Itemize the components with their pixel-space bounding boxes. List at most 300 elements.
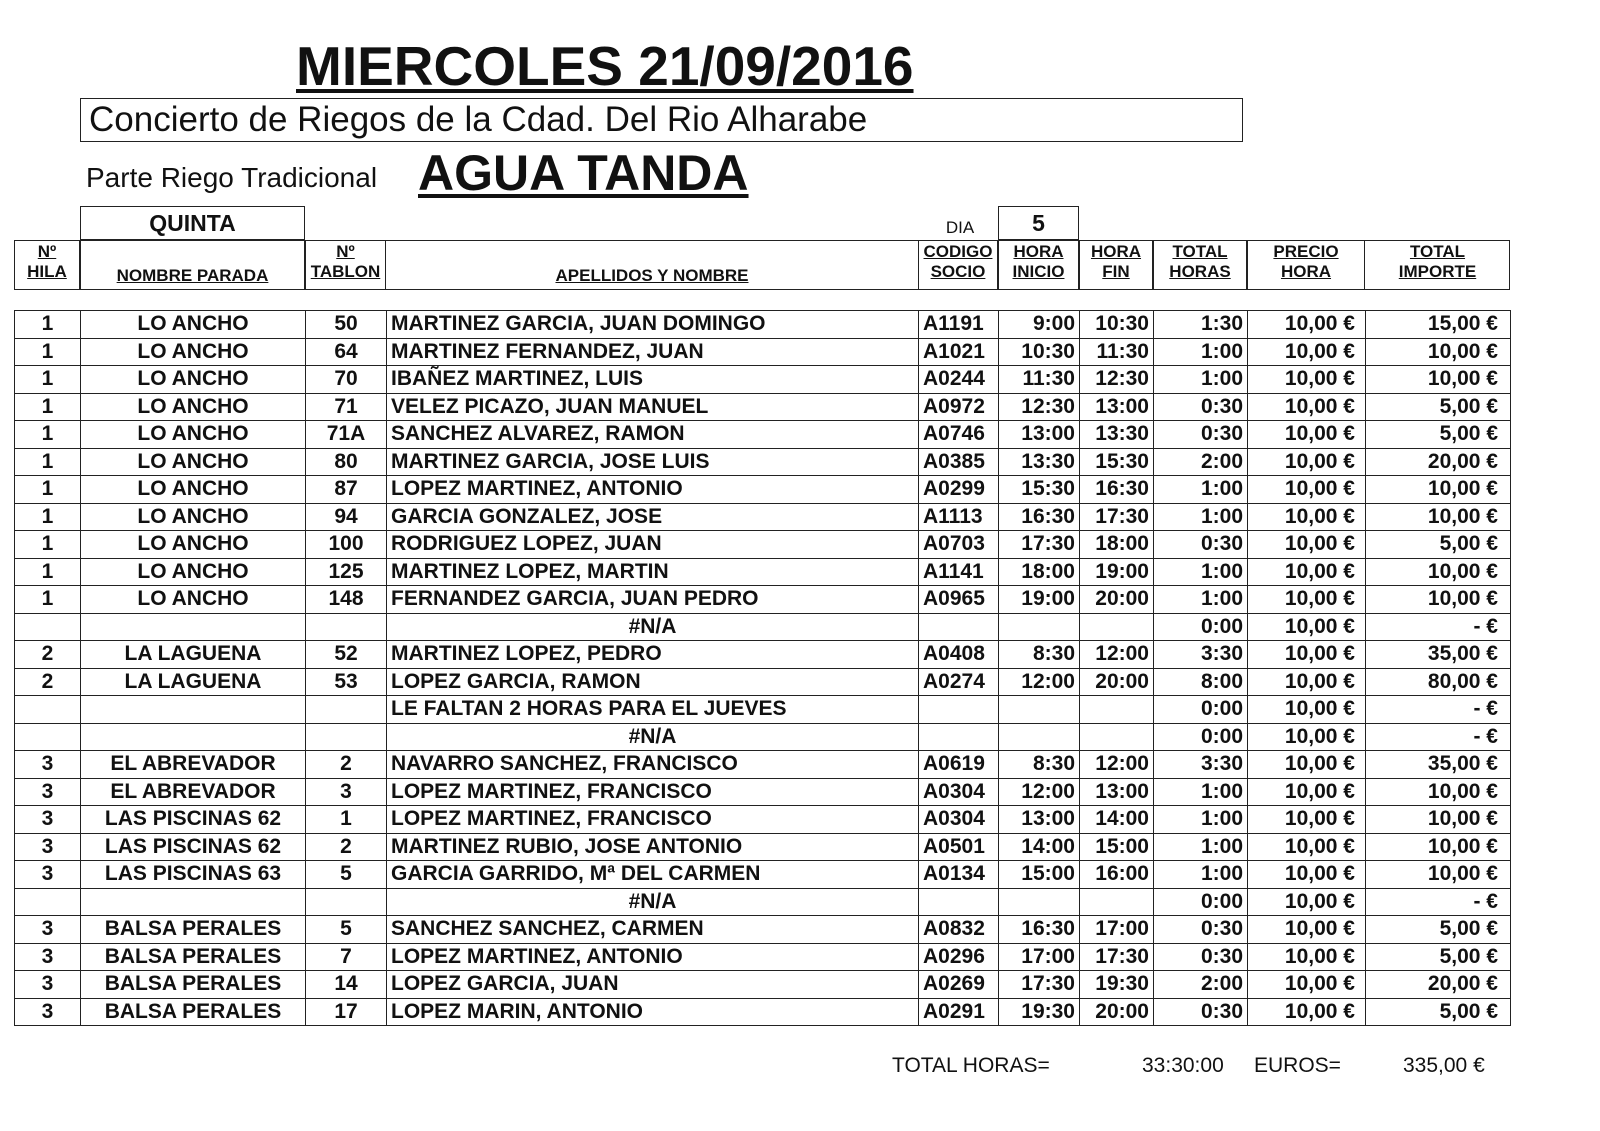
cell-hila: 3 [15, 778, 81, 806]
cell-fin: 18:00 [1080, 531, 1154, 559]
cell-nombre: GARCIA GONZALEZ, JOSE [387, 503, 919, 531]
cell-precio: 10,00 € [1248, 998, 1366, 1026]
cell-tablon: 7 [306, 943, 387, 971]
cell-nombre: SANCHEZ SANCHEZ, CARMEN [387, 916, 919, 944]
cell-nombre: FERNANDEZ GARCIA, JUAN PEDRO [387, 586, 919, 614]
cell-nombre: GARCIA GARRIDO, Mª DEL CARMEN [387, 861, 919, 889]
cell-codigo: A0269 [919, 971, 999, 999]
cell-fin: 19:00 [1080, 558, 1154, 586]
table-row [15, 311, 1511, 339]
cell-importe: - € [1366, 696, 1511, 724]
cell-precio: 10,00 € [1248, 421, 1366, 449]
cell-tablon: 2 [306, 833, 387, 861]
col-inicio-2: INICIO [1012, 262, 1065, 281]
cell-hila: 1 [15, 586, 81, 614]
cell-hila: 1 [15, 366, 81, 394]
cell-hila: 3 [15, 806, 81, 834]
cell-horas: 0:00 [1154, 613, 1248, 641]
cell-tablon: 50 [306, 311, 387, 339]
cell-hila: 3 [15, 751, 81, 779]
table-row [15, 998, 1511, 1026]
table-row [15, 338, 1511, 366]
parte-type: AGUA TANDA [418, 145, 749, 201]
cell-tablon: 87 [306, 476, 387, 504]
cell-inicio [999, 723, 1080, 751]
cell-tablon: 125 [306, 558, 387, 586]
cell-nombre: NAVARRO SANCHEZ, FRANCISCO [387, 751, 919, 779]
table-row [15, 476, 1511, 504]
cell-codigo: A0385 [919, 448, 999, 476]
col-tablon [305, 242, 386, 282]
cell-codigo: A0832 [919, 916, 999, 944]
cell-codigo: A0134 [919, 861, 999, 889]
dia-label: DIA [945, 218, 975, 237]
cell-tablon [306, 613, 387, 641]
cell-inicio: 16:30 [999, 503, 1080, 531]
cell-importe: 5,00 € [1366, 943, 1511, 971]
riego-table-body [15, 311, 1511, 1026]
cell-tablon: 1 [306, 806, 387, 834]
cell-fin: 15:30 [1080, 448, 1154, 476]
cell-tablon [306, 696, 387, 724]
cell-inicio: 17:30 [999, 971, 1080, 999]
cell-codigo: A0291 [919, 998, 999, 1026]
cell-horas: 0:30 [1154, 531, 1248, 559]
cell-importe: 35,00 € [1366, 751, 1511, 779]
cell-inicio: 18:00 [999, 558, 1080, 586]
col-codigo-1: CODIGO [923, 242, 993, 261]
cell-tablon [306, 723, 387, 751]
table-row [15, 778, 1511, 806]
cell-codigo: A1021 [919, 338, 999, 366]
col-horas-2: HORAS [1169, 262, 1231, 281]
cell-parada: EL ABREVADOR [81, 751, 306, 779]
cell-tablon: 100 [306, 531, 387, 559]
cell-importe: 10,00 € [1366, 778, 1511, 806]
cell-codigo: A1113 [919, 503, 999, 531]
table-row [15, 668, 1511, 696]
cell-parada: LO ANCHO [81, 476, 306, 504]
cell-horas: 1:30 [1154, 311, 1248, 339]
col-inicio [998, 242, 1079, 282]
cell-inicio: 10:30 [999, 338, 1080, 366]
cell-inicio: 19:30 [999, 998, 1080, 1026]
cell-hila: 3 [15, 998, 81, 1026]
cell-precio: 10,00 € [1248, 641, 1366, 669]
cell-parada: LAS PISCINAS 62 [81, 806, 306, 834]
cell-codigo: A0408 [919, 641, 999, 669]
table-row [15, 558, 1511, 586]
cell-horas: 0:00 [1154, 696, 1248, 724]
cell-inicio: 17:30 [999, 531, 1080, 559]
cell-inicio: 15:00 [999, 861, 1080, 889]
cell-fin [1080, 723, 1154, 751]
cell-hila: 3 [15, 943, 81, 971]
cell-parada: LO ANCHO [81, 421, 306, 449]
col-hila-1: Nº [37, 242, 57, 261]
col-tablon-1: Nº [336, 242, 355, 261]
cell-tablon [306, 888, 387, 916]
cell-hila [15, 613, 81, 641]
cell-tablon: 53 [306, 668, 387, 696]
cell-codigo: A1191 [919, 311, 999, 339]
cell-inicio: 16:30 [999, 916, 1080, 944]
cell-importe: 80,00 € [1366, 668, 1511, 696]
cell-horas: 1:00 [1154, 476, 1248, 504]
cell-inicio: 13:00 [999, 421, 1080, 449]
cell-horas: 1:00 [1154, 806, 1248, 834]
cell-precio: 10,00 € [1248, 723, 1366, 751]
cell-inicio: 11:30 [999, 366, 1080, 394]
cell-precio: 10,00 € [1248, 916, 1366, 944]
cell-precio: 10,00 € [1248, 833, 1366, 861]
cell-horas: 0:30 [1154, 916, 1248, 944]
col-nombre [386, 266, 918, 286]
cell-tablon: 5 [306, 916, 387, 944]
cell-fin [1080, 696, 1154, 724]
cell-horas: 0:30 [1154, 998, 1248, 1026]
cell-parada: LO ANCHO [81, 311, 306, 339]
cell-nombre: LOPEZ GARCIA, JUAN [387, 971, 919, 999]
cell-nombre: MARTINEZ LOPEZ, MARTIN [387, 558, 919, 586]
col-hila-2: HILA [27, 262, 67, 281]
cell-importe: 10,00 € [1366, 366, 1511, 394]
cell-nombre: #N/A [387, 613, 919, 641]
cell-inicio: 12:00 [999, 668, 1080, 696]
cell-fin: 14:00 [1080, 806, 1154, 834]
table-row [15, 393, 1511, 421]
cell-fin: 16:30 [1080, 476, 1154, 504]
cell-fin: 17:30 [1080, 943, 1154, 971]
cell-inicio: 19:00 [999, 586, 1080, 614]
cell-codigo [919, 696, 999, 724]
cell-precio: 10,00 € [1248, 503, 1366, 531]
cell-precio: 10,00 € [1248, 888, 1366, 916]
cell-hila: 1 [15, 448, 81, 476]
cell-fin: 12:00 [1080, 751, 1154, 779]
cell-precio: 10,00 € [1248, 586, 1366, 614]
cell-parada: LAS PISCINAS 62 [81, 833, 306, 861]
cell-parada: LO ANCHO [81, 448, 306, 476]
cell-inicio [999, 696, 1080, 724]
col-codigo-2: SOCIO [930, 262, 986, 281]
col-horas-1: TOTAL [1172, 242, 1228, 261]
col-parada [80, 266, 305, 286]
cell-parada: LA LAGUENA [81, 668, 306, 696]
cell-inicio: 15:30 [999, 476, 1080, 504]
col-horas [1153, 242, 1247, 282]
cell-horas: 1:00 [1154, 861, 1248, 889]
table-row [15, 888, 1511, 916]
total-horas-value: 33:30:00 [1142, 1054, 1224, 1077]
cell-hila: 3 [15, 861, 81, 889]
cell-codigo: A0965 [919, 586, 999, 614]
cell-hila: 1 [15, 311, 81, 339]
page-title: MIERCOLES 21/09/2016 [296, 35, 914, 97]
cell-horas: 0:30 [1154, 943, 1248, 971]
col-codigo [918, 242, 998, 282]
cell-nombre: MARTINEZ RUBIO, JOSE ANTONIO [387, 833, 919, 861]
col-fin-2: FIN [1102, 262, 1130, 281]
cell-parada: BALSA PERALES [81, 943, 306, 971]
cell-precio: 10,00 € [1248, 311, 1366, 339]
cell-parada: EL ABREVADOR [81, 778, 306, 806]
subtitle-box [80, 98, 1243, 142]
cell-importe: 35,00 € [1366, 641, 1511, 669]
cell-importe: 10,00 € [1366, 806, 1511, 834]
cell-nombre: IBAÑEZ MARTINEZ, LUIS [387, 366, 919, 394]
cell-precio: 10,00 € [1248, 751, 1366, 779]
cell-nombre: RODRIGUEZ LOPEZ, JUAN [387, 531, 919, 559]
cell-hila [15, 888, 81, 916]
cell-hila: 1 [15, 421, 81, 449]
cell-inicio: 17:00 [999, 943, 1080, 971]
cell-inicio: 9:00 [999, 311, 1080, 339]
cell-parada [81, 613, 306, 641]
cell-hila: 2 [15, 641, 81, 669]
cell-hila: 1 [15, 558, 81, 586]
col-parada-text: NOMBRE PARADA [116, 266, 269, 285]
cell-fin: 15:00 [1080, 833, 1154, 861]
cell-tablon: 5 [306, 861, 387, 889]
cell-fin: 10:30 [1080, 311, 1154, 339]
cell-codigo: A0746 [919, 421, 999, 449]
cell-inicio [999, 888, 1080, 916]
cell-importe: 10,00 € [1366, 586, 1511, 614]
col-precio-1: PRECIO [1273, 242, 1339, 261]
cell-codigo: A0501 [919, 833, 999, 861]
cell-importe: 10,00 € [1366, 338, 1511, 366]
cell-horas: 3:30 [1154, 751, 1248, 779]
cell-hila: 1 [15, 503, 81, 531]
cell-precio: 10,00 € [1248, 338, 1366, 366]
cell-importe: 5,00 € [1366, 916, 1511, 944]
cell-horas: 2:00 [1154, 971, 1248, 999]
col-importe-2: IMPORTE [1398, 262, 1477, 281]
cell-inicio [999, 613, 1080, 641]
table-row [15, 586, 1511, 614]
cell-precio: 10,00 € [1248, 558, 1366, 586]
col-nombre-text: APELLIDOS Y NOMBRE [555, 266, 749, 285]
cell-hila [15, 696, 81, 724]
quinta-label: QUINTA [149, 210, 236, 236]
cell-parada: LO ANCHO [81, 393, 306, 421]
total-horas-label: TOTAL HORAS= [892, 1054, 1050, 1077]
cell-fin: 20:00 [1080, 586, 1154, 614]
cell-importe: 10,00 € [1366, 833, 1511, 861]
cell-precio: 10,00 € [1248, 806, 1366, 834]
cell-codigo: A0296 [919, 943, 999, 971]
cell-hila: 3 [15, 833, 81, 861]
cell-importe: - € [1366, 613, 1511, 641]
table-row [15, 366, 1511, 394]
cell-importe: 10,00 € [1366, 558, 1511, 586]
cell-parada: LO ANCHO [81, 366, 306, 394]
cell-inicio: 13:30 [999, 448, 1080, 476]
cell-parada: LO ANCHO [81, 338, 306, 366]
cell-inicio: 12:00 [999, 778, 1080, 806]
cell-precio: 10,00 € [1248, 366, 1366, 394]
cell-nombre: LOPEZ MARIN, ANTONIO [387, 998, 919, 1026]
cell-horas: 0:30 [1154, 393, 1248, 421]
cell-importe: 20,00 € [1366, 448, 1511, 476]
table-row [15, 641, 1511, 669]
cell-importe: 5,00 € [1366, 531, 1511, 559]
cell-horas: 1:00 [1154, 778, 1248, 806]
cell-precio: 10,00 € [1248, 943, 1366, 971]
cell-fin: 20:00 [1080, 668, 1154, 696]
cell-fin [1080, 613, 1154, 641]
cell-horas: 3:30 [1154, 641, 1248, 669]
cell-fin [1080, 888, 1154, 916]
cell-inicio: 12:30 [999, 393, 1080, 421]
cell-codigo: A0244 [919, 366, 999, 394]
cell-fin: 20:00 [1080, 998, 1154, 1026]
cell-codigo [919, 723, 999, 751]
subtitle: Concierto de Riegos de la Cdad. Del Rio Alharabe [89, 100, 868, 139]
cell-nombre: LOPEZ MARTINEZ, ANTONIO [387, 476, 919, 504]
table-row [15, 916, 1511, 944]
cell-codigo: A0274 [919, 668, 999, 696]
cell-tablon: 52 [306, 641, 387, 669]
cell-precio: 10,00 € [1248, 448, 1366, 476]
cell-hila [15, 723, 81, 751]
cell-importe: 5,00 € [1366, 421, 1511, 449]
cell-hila: 3 [15, 971, 81, 999]
cell-fin: 19:30 [1080, 971, 1154, 999]
cell-codigo [919, 888, 999, 916]
cell-horas: 1:00 [1154, 366, 1248, 394]
cell-parada: BALSA PERALES [81, 971, 306, 999]
cell-horas: 0:30 [1154, 421, 1248, 449]
cell-tablon: 14 [306, 971, 387, 999]
cell-horas: 1:00 [1154, 503, 1248, 531]
cell-importe: 10,00 € [1366, 476, 1511, 504]
cell-horas: 2:00 [1154, 448, 1248, 476]
cell-fin: 11:30 [1080, 338, 1154, 366]
cell-horas: 1:00 [1154, 586, 1248, 614]
euros-label: EUROS= [1254, 1054, 1341, 1077]
cell-nombre: LE FALTAN 2 HORAS PARA EL JUEVES [387, 696, 919, 724]
cell-nombre: MARTINEZ GARCIA, JUAN DOMINGO [387, 311, 919, 339]
table-row [15, 943, 1511, 971]
cell-codigo: A0619 [919, 751, 999, 779]
table-row [15, 971, 1511, 999]
cell-tablon: 64 [306, 338, 387, 366]
cell-precio: 10,00 € [1248, 696, 1366, 724]
cell-parada: LO ANCHO [81, 531, 306, 559]
table-row [15, 833, 1511, 861]
cell-nombre: MARTINEZ GARCIA, JOSE LUIS [387, 448, 919, 476]
cell-fin: 13:30 [1080, 421, 1154, 449]
cell-horas: 0:00 [1154, 888, 1248, 916]
cell-hila: 1 [15, 531, 81, 559]
cell-parada: LO ANCHO [81, 503, 306, 531]
col-importe [1365, 242, 1510, 282]
cell-fin: 17:30 [1080, 503, 1154, 531]
cell-importe: 5,00 € [1366, 998, 1511, 1026]
cell-horas: 1:00 [1154, 833, 1248, 861]
col-tablon-2: TABLON [310, 262, 381, 281]
cell-nombre: SANCHEZ ALVAREZ, RAMON [387, 421, 919, 449]
cell-nombre: LOPEZ MARTINEZ, FRANCISCO [387, 806, 919, 834]
col-fin [1079, 242, 1153, 282]
table-row [15, 421, 1511, 449]
cell-hila: 1 [15, 476, 81, 504]
cell-inicio: 13:00 [999, 806, 1080, 834]
cell-nombre: #N/A [387, 723, 919, 751]
col-inicio-1: HORA [1013, 242, 1064, 261]
cell-parada: BALSA PERALES [81, 998, 306, 1026]
cell-tablon: 94 [306, 503, 387, 531]
cell-nombre: MARTINEZ LOPEZ, PEDRO [387, 641, 919, 669]
table-row [15, 696, 1511, 724]
cell-hila: 3 [15, 916, 81, 944]
cell-fin: 13:00 [1080, 778, 1154, 806]
cell-nombre: LOPEZ MARTINEZ, ANTONIO [387, 943, 919, 971]
table-row [15, 723, 1511, 751]
cell-hila: 1 [15, 393, 81, 421]
cell-importe: 10,00 € [1366, 503, 1511, 531]
riego-table [14, 310, 1511, 1026]
cell-precio: 10,00 € [1248, 476, 1366, 504]
cell-fin: 13:00 [1080, 393, 1154, 421]
col-precio-2: HORA [1280, 262, 1332, 281]
cell-tablon: 80 [306, 448, 387, 476]
cell-importe: 5,00 € [1366, 393, 1511, 421]
cell-inicio: 14:00 [999, 833, 1080, 861]
cell-codigo: A1141 [919, 558, 999, 586]
cell-importe: 15,00 € [1366, 311, 1511, 339]
cell-codigo [919, 613, 999, 641]
table-row [15, 503, 1511, 531]
cell-horas: 1:00 [1154, 338, 1248, 366]
cell-codigo: A0299 [919, 476, 999, 504]
col-hila [14, 242, 80, 282]
cell-inicio: 8:30 [999, 751, 1080, 779]
cell-nombre: VELEZ PICAZO, JUAN MANUEL [387, 393, 919, 421]
table-row [15, 448, 1511, 476]
cell-horas: 8:00 [1154, 668, 1248, 696]
cell-nombre: LOPEZ MARTINEZ, FRANCISCO [387, 778, 919, 806]
cell-tablon: 17 [306, 998, 387, 1026]
cell-parada: LO ANCHO [81, 558, 306, 586]
cell-importe: - € [1366, 888, 1511, 916]
cell-tablon: 70 [306, 366, 387, 394]
cell-fin: 16:00 [1080, 861, 1154, 889]
cell-hila: 1 [15, 338, 81, 366]
table-row [15, 861, 1511, 889]
table-row [15, 613, 1511, 641]
cell-parada: LO ANCHO [81, 586, 306, 614]
cell-precio: 10,00 € [1248, 393, 1366, 421]
cell-codigo: A0972 [919, 393, 999, 421]
cell-parada: LAS PISCINAS 63 [81, 861, 306, 889]
cell-parada: BALSA PERALES [81, 916, 306, 944]
dia-value: 5 [1032, 210, 1045, 236]
cell-parada [81, 696, 306, 724]
parte-label: Parte Riego Tradicional [86, 162, 378, 193]
col-importe-1: TOTAL [1409, 242, 1466, 261]
cell-codigo: A0703 [919, 531, 999, 559]
cell-fin: 12:30 [1080, 366, 1154, 394]
cell-precio: 10,00 € [1248, 531, 1366, 559]
cell-codigo: A0304 [919, 778, 999, 806]
cell-horas: 1:00 [1154, 558, 1248, 586]
cell-parada [81, 723, 306, 751]
cell-horas: 0:00 [1154, 723, 1248, 751]
cell-tablon: 148 [306, 586, 387, 614]
